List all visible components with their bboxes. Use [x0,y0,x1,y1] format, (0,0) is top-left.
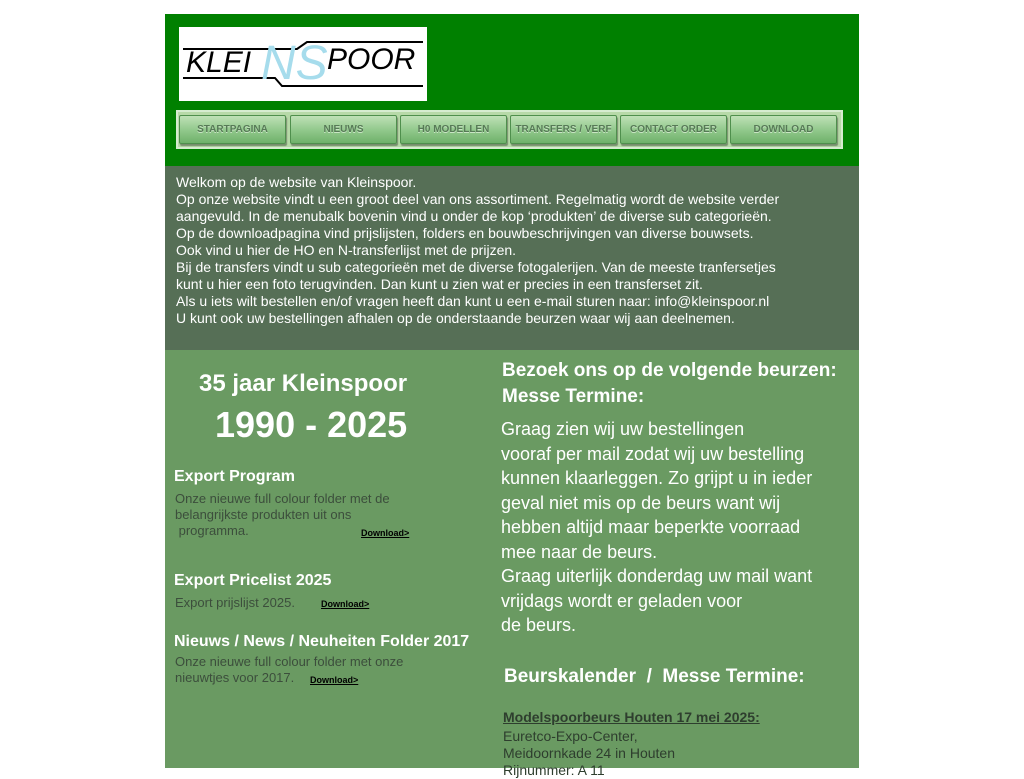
export-pricelist-download-link[interactable]: Download> [321,599,370,609]
anniversary-title: 35 jaar Kleinspoor [199,370,408,397]
export-program-title: Export Program [174,468,295,485]
export-program-text-line: programma. [175,523,249,538]
site-header [165,14,859,166]
fair-calendar-title: Beurskalender / Messe Termine: [504,666,805,687]
fair-event-title-link[interactable]: Modelspoorbeurs Houten 17 mei 2025: [503,709,760,725]
fair-event-address: Meidoornkade 24 in Houten [503,745,676,761]
nav-startpagina[interactable]: STARTPAGINA [179,115,286,144]
logo-text-poor: POOR [327,43,416,76]
logo-text-ns: NS [261,37,328,90]
fairs-subheading: Messe Termine: [502,386,645,407]
fairs-body-line: hebben altijd maar beperkte voorraad [501,517,801,537]
news-folder-text-line: Onze nieuwe full colour folder met onze [175,654,404,669]
fairs-heading: Bezoek ons op de volgende beurzen: [502,360,837,381]
export-program-text-line: belangrijkste produkten uit ons [175,507,352,522]
main-navigation [176,110,843,149]
welcome-line: Als u iets wilt bestellen en/of vragen heeft dan kunt u een e-mail sturen naar: info@kleinspoor.nl [176,293,770,309]
nav-h0-modellen[interactable]: H0 MODELLEN [400,115,507,144]
welcome-line: Welkom op de website van Kleinspoor. [176,174,417,190]
fairs-body-line: vrijdags wordt er geladen voor [501,590,743,611]
nav-transfers-verf[interactable]: TRANSFERS / VERF [510,115,617,144]
welcome-section [165,166,859,350]
news-folder-title: Nieuws / News / Neuheiten Folder 2017 [174,633,470,650]
fairs-body-line: mee naar de beurs. [501,541,658,562]
logo-graphic [179,27,427,101]
anniversary-years: 1990 - 2025 [215,404,408,445]
fairs-body-text [501,417,851,638]
welcome-line: Bij de transfers vindt u sub categorieën met de diverse fotogalerijen. Van de meeste tranfersetjes [176,259,776,275]
fairs-body-line: Graag uiterlijk donderdag uw mail want [501,566,813,586]
nav-download[interactable]: DOWNLOAD [730,115,837,144]
fairs-body-line: kunnen klaarleggen. Zo grijpt u in ieder [501,468,813,488]
logo-text-klei: KLEI [186,46,252,79]
welcome-line: U kunt ook uw bestellingen afhalen op de onderstaande beurzen waar wij aan deelnemen. [176,310,735,326]
fair-event-venue: Euretco-Expo-Center, [503,728,638,744]
fairs-body-line: geval niet mis op de beurs want wij [501,492,781,513]
fairs-body-line: de beurs. [501,615,577,635]
export-pricelist-text-line: Export prijslijst 2025. [175,595,295,610]
fair-event-row-number: Rijnummer: A 11 [503,762,605,778]
page-container [165,14,859,778]
export-program-download-link[interactable]: Download> [361,528,410,538]
kleinspoor-logo[interactable] [179,27,427,101]
export-pricelist-title: Export Pricelist 2025 [174,572,332,589]
main-content [165,350,859,778]
welcome-line: kunt u hier een foto terugvinden. Dan kunt u zien wat er precies in een transferset zit. [176,276,703,292]
welcome-line: Op de downloadpagina vind prijslijsten, folders en bouwbeschrijvingen van diverse bouwsets. [176,225,754,241]
welcome-line: Op onze website vindt u een groot deel van ons assortiment. Regelmatig wordt de website verder [176,191,780,207]
export-program-text-line: Onze nieuwe full colour folder met de [175,491,390,506]
nav-nieuws[interactable]: NIEUWS [290,115,397,144]
welcome-line: Ook vind u hier de HO en N-transferlijst met de prijzen. [176,242,517,258]
welcome-text [176,174,856,327]
welcome-line: aangevuld. In de menubalk bovenin vind u onder de kop ‘produkten’ de diverse sub categorieën. [176,208,772,224]
nav-contact-order[interactable]: CONTACT ORDER [620,115,727,144]
fairs-body-line: vooraf per mail zodat wij uw bestelling [501,443,805,464]
fairs-body-line: Graag zien wij uw bestellingen [501,419,745,439]
news-folder-download-link[interactable]: Download> [310,675,359,685]
news-folder-text-line: nieuwtjes voor 2017. [175,670,295,685]
